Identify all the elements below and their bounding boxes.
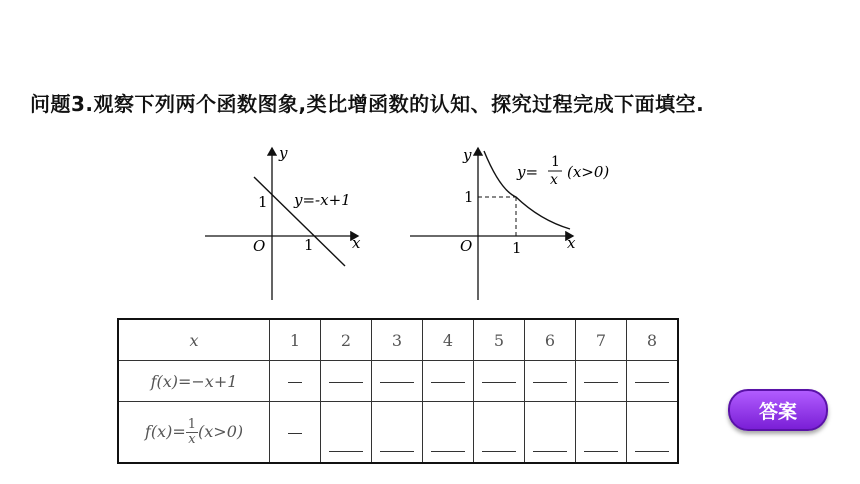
blank-line[interactable] <box>380 450 414 452</box>
blank-cell[interactable] <box>423 361 474 402</box>
blank-line[interactable] <box>329 381 363 383</box>
y-axis-label: y <box>463 146 472 164</box>
blank-line[interactable] <box>431 381 465 383</box>
x-axis-label: x <box>352 234 361 252</box>
x-axis-label: x <box>567 234 576 252</box>
x-value-cell: 2 <box>321 319 372 361</box>
row-label-fraction <box>186 418 198 447</box>
fraction-numerator: 1 <box>187 416 197 432</box>
y-tick-label: 1 <box>258 193 268 211</box>
blank-line[interactable] <box>431 450 465 452</box>
blank-cell[interactable] <box>270 402 321 464</box>
function-label: y=-x+1 <box>294 191 351 209</box>
graph-reciprocal <box>405 140 625 305</box>
function-label-numerator: 1 <box>551 154 560 170</box>
blank-line[interactable] <box>288 432 302 434</box>
function-label-prefix: y= <box>517 163 539 181</box>
blank-cell[interactable] <box>525 361 576 402</box>
blank-cell[interactable] <box>627 361 679 402</box>
blank-cell[interactable] <box>423 402 474 464</box>
origin-label: O <box>460 237 473 255</box>
question-text: 问题3.观察下列两个函数图象,类比增函数的认知、探究过程完成下面填空. <box>30 92 705 116</box>
graph-linear <box>200 140 380 305</box>
blank-cell[interactable] <box>576 402 627 464</box>
blank-cell[interactable] <box>372 361 423 402</box>
x-tick-label: 1 <box>512 239 522 257</box>
origin-label: O <box>253 237 266 255</box>
blank-cell[interactable] <box>627 402 679 464</box>
blank-cell[interactable] <box>474 402 525 464</box>
blank-cell[interactable] <box>474 361 525 402</box>
blank-line[interactable] <box>533 450 567 452</box>
function-label-denominator: x <box>550 172 558 188</box>
blank-line[interactable] <box>482 381 516 383</box>
x-value-cell: 6 <box>525 319 576 361</box>
blank-line[interactable] <box>533 381 567 383</box>
y-axis-label: y <box>279 144 288 162</box>
row-label-reciprocal <box>118 402 270 464</box>
blank-cell[interactable] <box>372 402 423 464</box>
blank-line[interactable] <box>635 381 669 383</box>
blank-line[interactable] <box>329 450 363 452</box>
row-label-prefix: f(x)= <box>144 421 186 441</box>
row-label-suffix: (x>0) <box>198 421 244 441</box>
table-row <box>118 402 678 464</box>
fraction-denominator: x <box>188 431 196 447</box>
fill-in-table <box>117 318 679 464</box>
blank-line[interactable] <box>584 381 618 383</box>
blank-cell[interactable] <box>576 361 627 402</box>
blank-line[interactable] <box>635 450 669 452</box>
table-header-x: x <box>118 319 270 361</box>
blank-cell[interactable] <box>321 361 372 402</box>
x-value-cell: 4 <box>423 319 474 361</box>
x-value-cell: 1 <box>270 319 321 361</box>
blank-cell[interactable] <box>321 402 372 464</box>
blank-line[interactable] <box>380 381 414 383</box>
function-label-suffix: (x>0) <box>567 163 610 181</box>
blank-line[interactable] <box>288 381 302 383</box>
blank-cell[interactable] <box>270 361 321 402</box>
blank-cell[interactable] <box>525 402 576 464</box>
table-row <box>118 319 678 361</box>
x-value-cell: 8 <box>627 319 679 361</box>
x-value-cell: 3 <box>372 319 423 361</box>
row-label-linear: f(x)=−x+1 <box>118 361 270 402</box>
x-value-cell: 7 <box>576 319 627 361</box>
y-tick-label: 1 <box>464 188 474 206</box>
table-row <box>118 361 678 402</box>
x-tick-label: 1 <box>304 236 314 254</box>
answer-button[interactable]: 答案 <box>728 389 828 431</box>
blank-line[interactable] <box>584 450 618 452</box>
blank-line[interactable] <box>482 450 516 452</box>
x-value-cell: 5 <box>474 319 525 361</box>
